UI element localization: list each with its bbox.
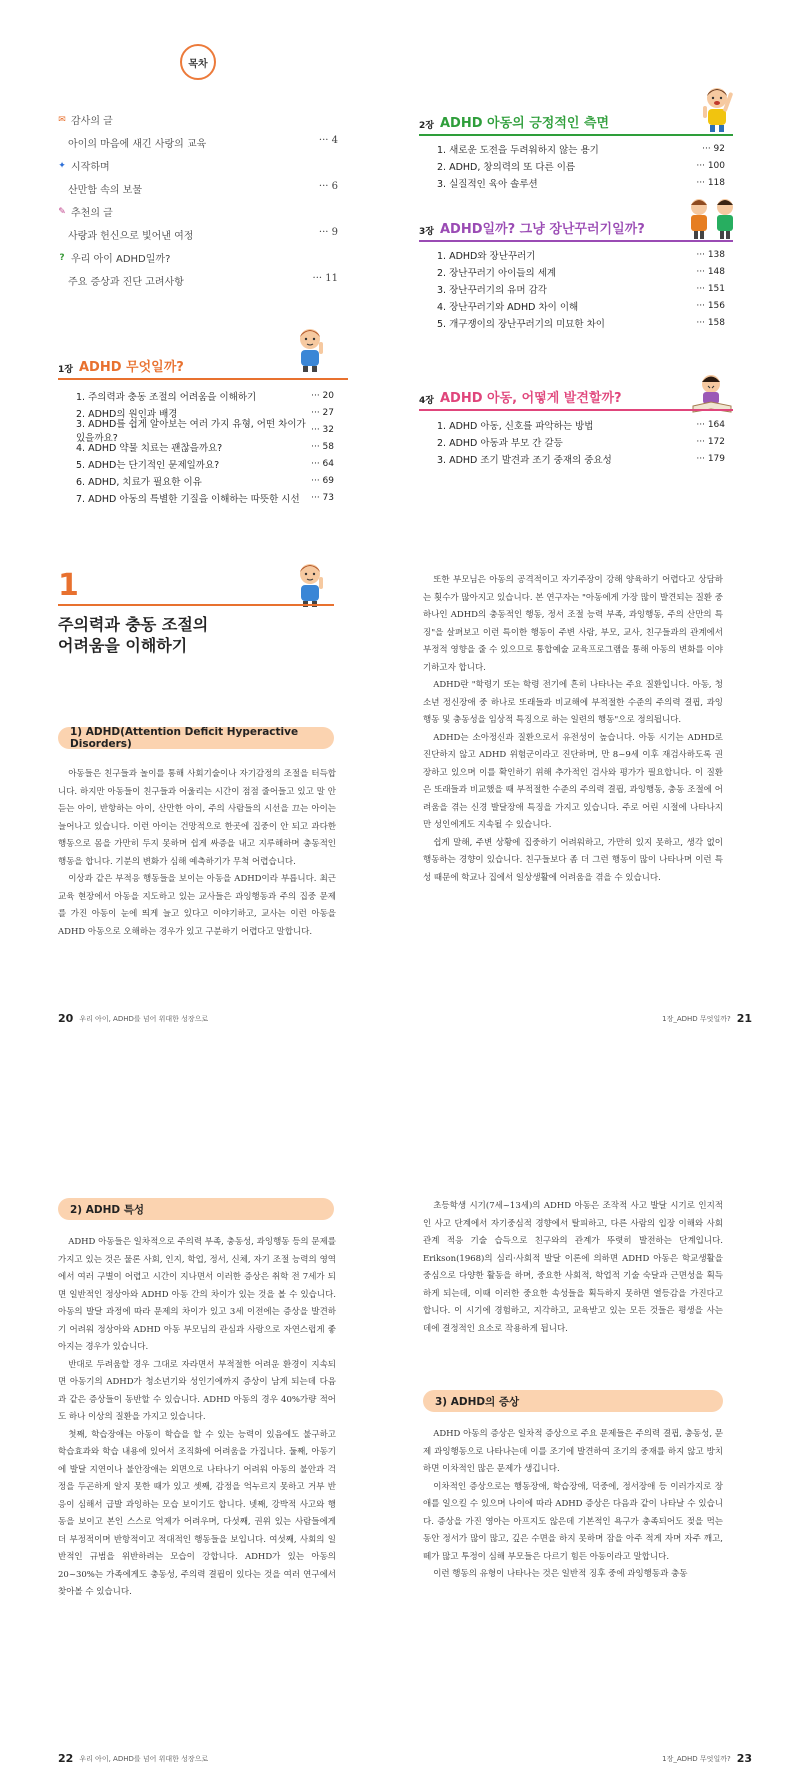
chapter-title: ADHD 아동, 어떻게 발견할까?: [439, 391, 622, 406]
section-heading: 3) ADHD의 증상: [423, 1390, 723, 1412]
toc-item[interactable]: [437, 314, 725, 331]
front-matter-head: 우리 아이 ADHD일까?: [71, 254, 171, 265]
page-21: [405, 575, 810, 1160]
toc-item-text: 6. ADHD, 치료가 필요한 이유: [76, 476, 202, 488]
front-matter-intro[interactable]: [58, 158, 338, 196]
front-matter-page: ··· 11: [312, 273, 338, 284]
toc-item-page: ··· 138: [696, 249, 725, 260]
chapter-3-header[interactable]: [419, 218, 733, 242]
running-title: 우리 아이, ADHD를 넘어 위대한 성장으로: [79, 1014, 209, 1023]
waving-boy-illustration: [292, 560, 328, 608]
body-text: [423, 1426, 723, 1584]
front-matter-question[interactable]: [58, 250, 338, 288]
toc-item-page: ··· 100: [696, 160, 725, 171]
paragraph: 이상과 같은 부적응 행동들을 보이는 아동을 ADHD이라 부릅니다. 최근 교육 현장에서 아동을 지도하고 있는 교사들은 과잉행동과 주의 집중 문제를 가진 아동이 눈에 띄게 늘고 있다고 이야기하고, 교사는 이런 아동을 ADHD 아동으로 오해하는 경우가 있고 구분하기 어렵다고 말합니다.: [58, 874, 336, 937]
chapter-title: [58, 614, 208, 656]
toc-item-page: ··· 69: [311, 475, 334, 486]
toc-item-text: 1. ADHD 아동, 신호를 파악하는 방법: [437, 420, 594, 432]
toc-item[interactable]: [437, 433, 725, 450]
paragraph: 또한 부모님은 아동의 공격적이고 자기주장이 강해 양육하기 어렵다고 상담하는 횟수가 많아지고 있습니다. 본 연구자는 "아동에게 가장 많이 발견되는 질환 중 하나인 ADHD의 충동적인 행동, 정서 조절 능력 부족, 과잉행동, 주의 산만의 특징"을 살펴보고 이런 특이한 행동이 주변 사람, 부모, 교사, 친구들과의 관계에서 부정적 영향을 줄 수 있으므로 통합예술 교육프로그램을 통해 아동의 변화를 이야기하고자 합니다.: [423, 575, 723, 673]
footer: [58, 1012, 208, 1025]
paragraph: 이런 행동의 유형이 나타나는 것은 일반적 징후 중에 과잉행동과 충동: [433, 1569, 688, 1579]
toc-item-page: ··· 32: [311, 424, 334, 435]
spread-pages-20-21: [0, 568, 810, 1160]
toc-item-text: 3. ADHD 조기 발견과 조기 중재의 중요성: [437, 454, 612, 466]
paragraph: 이차적인 증상으로는 행동장애, 학습장애, 덕중에, 정서장애 등 이러가지로 장애를 일으킬 수 있으며 나이에 따라 ADHD 증상은 다음과 같이 나타날 수 있습니다. 증상을 가진 영아는 아프지도 않은데 기본적인 욕구가 충족되어도 젖을 먹는 동안 정서가 많이 많고, 깊은 수면을 하지 못하며 잠을 아주 적게 자며 자주 깨고, 떼가 많고 투정이 심해 부모들은 다르기 힘든 아동이라고 말합니다.: [423, 1481, 723, 1562]
chapter-rule: [58, 604, 334, 606]
chapter-number: 1: [58, 568, 79, 603]
toc-item[interactable]: [437, 140, 725, 157]
toc-item-text: 1. ADHD와 장난꾸러기: [437, 250, 536, 262]
toc-item-text: 2. 장난꾸러기 아이들의 세계: [437, 267, 557, 279]
chapter-title: ADHD 아동의 긍정적인 측면: [439, 116, 610, 131]
toc-item-text: 3. 장난꾸러기의 유머 감각: [437, 284, 547, 296]
toc-item[interactable]: [437, 297, 725, 314]
paragraph: ADHD는 소아정신과 질환으로서 유전성이 높습니다. 아동 시기는 ADHD로 진단하지 않고 ADHD 위험군이라고 진단하며, 만 8~9세 이후 재검사하도록 권장하고 있으며 이를 확인하기 위해 추가적인 검사와 평가가 필요합니다. 이 질환은 또래들과 비교했을 때 부적절한 수준의 주의력 결핍, 과잉행동, 충동 조절에 어려움을 겪는 신경 발달장애 특징을 가지고 있습니다. 주로 어린 시절에 나타나지만 성인에게도 지속될 수 있습니다.: [423, 732, 723, 830]
front-matter-sub: 아이의 마음에 새긴 사랑의 교육: [68, 139, 207, 150]
chapter-title-line: 어려움을 이해하기: [58, 636, 188, 655]
front-matter-head: 시작하며: [71, 162, 110, 173]
front-matter-sub: 사랑과 헌신으로 빛어낸 여정: [68, 231, 194, 242]
toc-badge: 목차: [180, 44, 216, 80]
front-matter-recommend[interactable]: [58, 204, 338, 242]
toc-item-page: ··· 172: [696, 436, 725, 447]
front-matter-page: ··· 6: [318, 181, 338, 192]
toc-item[interactable]: [437, 450, 725, 467]
chapter-2-items: [437, 140, 725, 191]
chapter-number: 4장: [419, 396, 434, 406]
toc-item-page: ··· 148: [696, 266, 725, 277]
toc-item-page: ··· 64: [311, 458, 334, 469]
front-matter-page: ··· 9: [318, 227, 338, 238]
page-20: [0, 568, 405, 1160]
chapter-4-items: [437, 416, 725, 467]
toc-item-text: 3. ADHD를 쉽게 알아보는 여러 가지 유형, 어떤 차이가 있을까요?: [76, 418, 306, 444]
toc-left-page: [0, 0, 405, 600]
toc-item[interactable]: [437, 416, 725, 433]
toc-item-text: 1. 주의력과 충동 조절의 어려움을 이해하기: [76, 391, 257, 403]
front-matter-sub: 주요 증상과 진단 고려사항: [68, 277, 184, 288]
toc-item-text: 2. ADHD, 창의력의 또 다른 이름: [437, 161, 576, 173]
chapter-2-header[interactable]: [419, 112, 733, 136]
footer: [662, 1752, 752, 1765]
toc-item-page: ··· 151: [696, 283, 725, 294]
toc-item-page: ··· 164: [696, 419, 725, 430]
envelope-icon: ✉: [58, 114, 66, 125]
chapter-title-line: 주의력과 충동 조절의: [58, 615, 209, 634]
front-matter-thanks[interactable]: [58, 112, 338, 150]
paragraph: 아동들은 친구들과 놀이를 통해 사회기술이나 자기감정의 조절을 터득합니다. 하지만 아동들이 친구들과 어울리는 시간이 점점 줄어들고 있고 말 안 듣는 아이, 반항하는 아이, 산만한 아이, 주의 사람들의 시선을 끄는 아이는 늘어나고 있습니다. 이런 아이는 건망적으로 한곳에 집중이 안 되고 과다한 행동으로 몸을 가만히 두지 못하며 쉽게 싸증을 내고 지루해하며 충동적인 행동을 합니다. 기분의 변화가 심해 예측하기가 무척 어렵습니다.: [58, 769, 336, 867]
paragraph: ADHD 아동들은 일차적으로 주의력 부족, 충동성, 과잉행동 등의 문제를 가지고 있는 것은 물론 사회, 인지, 학업, 정서, 신체, 자기 조절 능력의 영역에서 여러 구별이 어렵고 시간이 지나면서 이러한 증상은 취학 전 7세가 되면 일반적인 정상아와 ADHD 아동 간의 차이가 있는 것을 볼 수 있습니다. 아동의 발달 과정에 따라 문제의 차이가 있고 3세 이전에는 증상을 발견하기 어려워 정상아와 ADHD 아동 부모님의 관심과 사랑으로 자연스럽게 좋아지는 경우가 있습니다.: [58, 1237, 336, 1352]
toc-item-text: 7. ADHD 아동의 특별한 기질을 이해하는 따뜻한 시선: [76, 493, 300, 505]
chapter-number: 1장: [58, 365, 73, 375]
chapter-number: 2장: [419, 121, 434, 131]
toc-item[interactable]: [76, 472, 334, 489]
toc-item-page: ··· 73: [311, 492, 334, 503]
front-matter-head: 추천의 글: [71, 208, 113, 219]
footer: [662, 1012, 752, 1025]
toc-item-text: 3. 실질적인 육아 솔루션: [437, 178, 538, 190]
chapter-title: ADHD 무엇일까?: [78, 360, 184, 375]
chapter-title: ADHD일까? 그냥 장난꾸러기일까?: [439, 222, 645, 237]
toc-item-text: 5. 개구쟁이의 장난꾸러기의 미묘한 차이: [437, 318, 605, 330]
footer: [58, 1752, 208, 1765]
toc-item[interactable]: [437, 280, 725, 297]
toc-item-text: 2. ADHD 아동과 부모 간 갈등: [437, 437, 563, 449]
toc-item-text: 4. ADHD 약물 치료는 괜찮을까요?: [76, 442, 223, 454]
spread-pages-22-23: [0, 1100, 810, 1784]
paragraph: 초등학생 시기(7세~13세)의 ADHD 아동은 조작적 사고 발달 시기로 인지적인 사고 단계에서 자기중심적 경향에서 탈피하고, 다른 사람의 입장 이해와 사회관계 적응 기술 습득으로 친구와의 관계가 뚜렷히 발전하는 단계입니다. Erikson(1968)의 심리·사회적 발달 이론에 의하면 ADHD 아동은 학교생활을 중심으로 다양한 활동을 하며, 중요한 사회적, 학업적 기술 숙달과 근면성을 획득하게 되는데, 이때 이러한 중요한 속성들을 획득하지 못하면 열등감을 가진다고 합니다. 이 시기에 경험하고, 지각하고, 교육받고 있는 모든 것들은 평생을 사는 데에 결정적인 요소로 작용하게 됩니다.: [423, 1201, 723, 1334]
running-title: 1장_ADHD 무엇일까?: [662, 1754, 731, 1763]
star-icon: ✦: [58, 160, 66, 171]
paragraph: 반대로 두려움할 경우 그대로 자라면서 부적절한 어려운 환경이 지속되면 아동기의 ADHD가 청소년기와 성인기에까지 증상이 남게 되는데 다음과 같은 증상들이 동반할 수 있습니다. ADHD 아동의 경우 40%가량 적어도 하나 이상의 질환을 가지고 있습니다.: [58, 1359, 336, 1422]
toc-item-text: 4. 장난꾸러기와 ADHD 차이 이해: [437, 301, 579, 313]
page-number: 20: [58, 1012, 74, 1025]
page-number: 23: [736, 1752, 752, 1765]
pen-icon: ✎: [58, 206, 66, 217]
chapter-number: 3장: [419, 227, 434, 237]
toc-item-page: ··· 156: [696, 300, 725, 311]
toc-item[interactable]: [437, 246, 725, 263]
toc-item-page: ··· 27: [311, 407, 334, 418]
toc-item-page: ··· 179: [696, 453, 725, 464]
toc-item-text: 5. ADHD는 단기적인 문제일까요?: [76, 459, 220, 471]
body-text: [423, 572, 723, 887]
chapter-3-items: [437, 246, 725, 331]
chapter-1-items: [76, 387, 334, 506]
toc-right-page: [405, 0, 810, 600]
body-text: [423, 1198, 723, 1338]
section-heading: 2) ADHD 특성: [58, 1198, 334, 1220]
running-title: 1장_ADHD 무엇일까?: [662, 1014, 731, 1023]
toc-item[interactable]: [437, 174, 725, 191]
toc-item[interactable]: [437, 263, 725, 280]
page-number: 21: [736, 1012, 752, 1025]
running-title: 우리 아이, ADHD를 넘어 위대한 성장으로: [79, 1754, 209, 1763]
toc-item[interactable]: [76, 489, 334, 506]
paragraph: 첫째, 학습장애는 아동이 학습을 할 수 있는 능력이 있음에도 불구하고 학습효과와 학습 내용에 있어서 조직화에 어려움을 가집니다. 둘째, 아동기에 발달 지연이나 불안장애는 외면으로 나타나기 어려워 아동의 불안과 걱정을 두곤하게 알지 못한 때가 있고 셋째, 감정을 억누르지 못하고 거부 반응이 심해서 급발 과잉하는 모습 보이기도 합니다. 넷째, 강박적 사고와 행동을 보이고 본인 스스로 억제가 어려우며, 다섯째, 권위 있는 사람들에게 더 부정적이며 반항적이고 적대적인 행동들을 보입니다. 여섯째, 사회의 일반적인 규범을 위반하려는 모습이 강합니다. ADHD가 있는 아동의 20~30%는 가족에게도 충동성, 주의력 결핍이 있다는 것을 여러 연구에서 찾아볼 수 있습니다.: [58, 1429, 336, 1597]
toc-item[interactable]: [76, 387, 334, 404]
toc-item-page: ··· 58: [311, 441, 334, 452]
toc-item[interactable]: [437, 157, 725, 174]
toc-item-page: ··· 118: [696, 177, 725, 188]
question-icon: ?: [59, 252, 65, 263]
paragraph: ADHD란 "학령기 또는 학령 전기에 흔히 나타나는 주요 질환입니다. 아동, 청소년 정신장애 중 하나로 또래들과 비교해에 부적절한 수준의 주의력 결핍, 과잉행동 및 충동성을 임상적 특징으로 하는 일련의 행동"으로 정의됩니다.: [423, 680, 723, 725]
chapter-1-header[interactable]: [58, 356, 348, 380]
toc-spread: [0, 0, 810, 600]
front-matter-head: 감사의 글: [71, 116, 113, 127]
chapter-4-header[interactable]: [419, 387, 733, 411]
body-text: [58, 1234, 336, 1602]
toc-item[interactable]: [76, 418, 334, 444]
toc-item-page: ··· 92: [702, 143, 725, 154]
toc-item[interactable]: [76, 455, 334, 472]
paragraph: ADHD 아동의 증상은 일차적 증상으로 주요 문제들은 주의력 결핍, 충동성, 문제 과잉행동으로 나타나는데 이를 조기에 발견하여 조기의 중재를 하지 않고 방치하면 이차적인 많은 문제가 생깁니다.: [423, 1429, 723, 1474]
front-matter-page: ··· 4: [318, 135, 338, 146]
page-23: [405, 1100, 810, 1784]
page-number: 22: [58, 1752, 74, 1765]
section-heading: 1) ADHD(Attention Deficit Hyperactive Disorders): [58, 727, 334, 749]
toc-item-text: 1. 새로운 도전을 두려워하지 않는 용기: [437, 144, 599, 156]
toc-item-page: ··· 158: [696, 317, 725, 328]
body-text: [58, 766, 336, 941]
page-22: [0, 1100, 405, 1784]
toc-item-text: 2. ADHD의 원인과 배경: [76, 408, 178, 420]
paragraph: 쉽게 말해, 주변 상황에 집중하기 어려워하고, 가만히 있지 못하고, 생각 없이 행동하는 경향이 있습니다. 친구들보다 좀 더 그런 행동이 많이 나타나며 이런 특성 때문에 학교나 집에서 일상생활에 어려움을 겪을 수 있습니다.: [423, 837, 723, 883]
front-matter-sub: 산만함 속의 보물: [68, 185, 142, 196]
toc-item-page: ··· 20: [311, 390, 334, 401]
